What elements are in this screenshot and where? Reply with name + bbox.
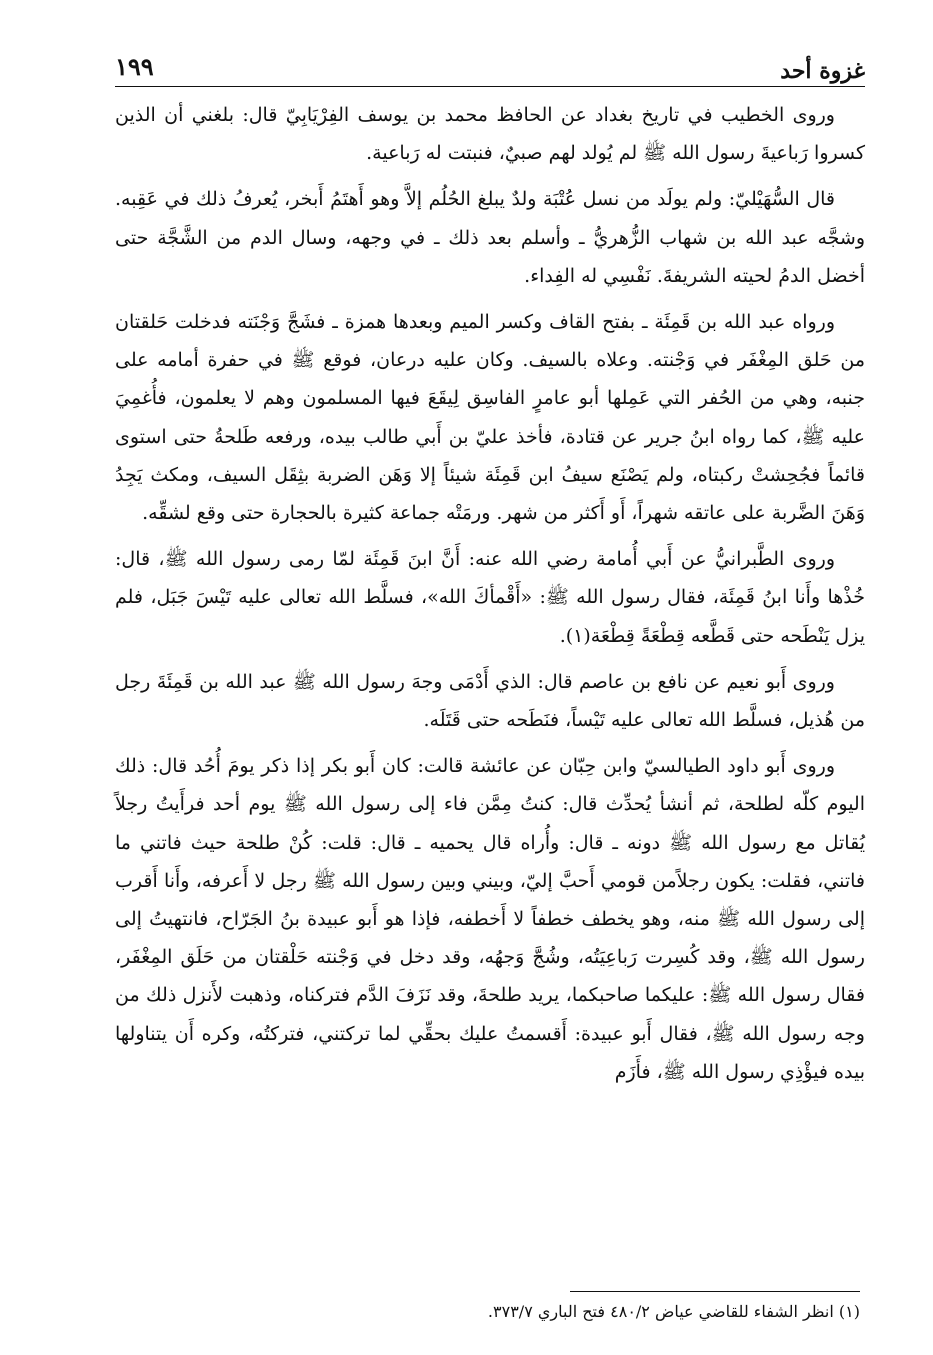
paragraph-ibn-qamia: ورواه عبد الله بن قَمِئَة ـ بفتح القاف وكسر الميم وبعدها همزة ـ فشَجَّ وَجْنَته فدخلت حَلقتان من حَلق المِغْفَر في وَجْنته. وعلاه بالسيف. وكان عليه درعان، فوقع ﷺ في حفرة أمامه على جنبه، وهي من الحُفر التي عَمِلها أبو عامرٍ الفاسِق لِيقَعَ فيها المسلمون وهم لا يعلمون، فأُغمِيَ عليه ﷺ، كما رواه ابنُ جرير عن قتادة، فأخذ عليّ بن أَبي طالب بيده، ورفعه طَلحةُ حتى استوى قائماً فجُحِشتْ ركبتاه، ولم يَصْنَع سيفُ ابن قَمِئَة شيئاً إلا وَهَن الضربة بثِقَل السيف، ومكث يَجِدُ وَهَنَ الضَّربة على عاتقه شهراً، أَو أَكثر من شهر. ورمَتْه جماعة كثيرة بالحجارة حتى وقع لشقِّه. [115,311,865,525]
running-title: غزوة أحد [780,58,865,84]
footnote-rule [570,1291,860,1292]
paragraph-suhayli: قال السُّهَيْليّ: ولم يولَد من نسل عُتْبَة ولدٌ يبلغ الحُلُم إلاَّ وهو أَهتَمُ أَبخر، يُعرفُ ذلك في عَقِبه. وشجَّه عبد الله بن شهاب الزُّهريُّ ـ وأسلم بعد ذلك ـ في وجهه، وسال الدم من الشَّجَّة حتى أخضل الدمُ لحيته الشريفةَ. نَفْسِي له الفِداء. [115,188,865,287]
paragraph-abu-dawud: وروى أَبو داود الطيالسيّ وابن حِبّان عن عائشة قالت: كان أَبو بكر إذا ذكر يومَ أُحُد قال: ذلك اليوم كلّه لطلحة، ثم أنشأ يُحدِّث قال: كنتُ مِمَّن فاء إلى رسول الله ﷺ يوم أحد فرأَيتُ رجلاً يُقاتل مع رسول الله ﷺ دونه ـ قال: وأُراه قال يحميه ـ قال: قلت: كُنْ طلحة حيث فاتني ما فاتني، فقلت: يكون رجلاًمن قومي أَحبَّ إليّ، وبيني وبين رسول الله ﷺ رجل لا أَعرفه، وأَنا أَقرب إلى رسول الله ﷺ منه، وهو يخطف خطفاً لا أَخطفه، فإذا هو أَبو عبيدة بنُ الجَرّاح، فانتهيتُ إلى رسول الله ﷺ، وقد كُسِرت رَباعِيَتُه، وشُجَّ وَجهُه، وقد دخل في وَجْنته حَلْقتان من حَلَق المِغْفَر، فقال رسول الله ﷺ: عليكما صاحبكما، يريد طلحةَ، وقد نَزَفَ الدَّم فتركناه، وذهبت لأَنزل ذلك من وجه رسول الله ﷺ، فقال أَبو عبيدة: أَقسمتُ عليك بحقِّي لما تركتني، فتركتُه، وكره أَن يتناولها بيده فيؤْذِي رسول الله ﷺ، فأَزَم [115,755,865,1083]
header-rule [115,86,865,87]
body-text [115,96,865,1099]
footnote: (١) انظر الشفاء للقاضي عياض ٤٨٠/٢ فتح الباري ٣٧٣/٧. [487,1302,860,1321]
paragraph-khatib: وروى الخطيب في تاريخ بغداد عن الحافظ محمد بن يوسف الفِرْيَابِيّ قال: بلغني أن الذين كسروا رَباعيةَ رسول الله ﷺ لم يُولد لهم صبيٌ، فنبتت له رَباعية. [115,104,865,165]
page-header [115,50,865,90]
page-number: ١٩٩ [115,52,154,81]
paragraph-abu-nuaym: وروى أَبو نعيم عن نافع بن عاصم قال: الذي أَدْمَى وجهَ رسول الله ﷺ عبد الله بن قَمِئَةَ رجل من هُذيل، فسلَّط الله تعالى عليه تَيْساً، فنَطَحه حتى قَتَلَه. [115,670,865,732]
paragraph-tabarani: وروى الطَّبرانيُّ عن أَبي أُمامة رضي الله عنه: أَنَّ ابنَ قَمِئَة لمّا رمى رسول الله ﷺ، قال: خُذْها وأَنا ابنُ قَمِئَة، فقال رسول الله ﷺ: «أَقْمأكَ الله»، فسلَّط الله تعالى عليه تَيْسَ جَبَل، فلم يزل يَنْطَحه حتى قَطَّعه قِطْعَةً قِطْعَة(١). [115,548,865,647]
